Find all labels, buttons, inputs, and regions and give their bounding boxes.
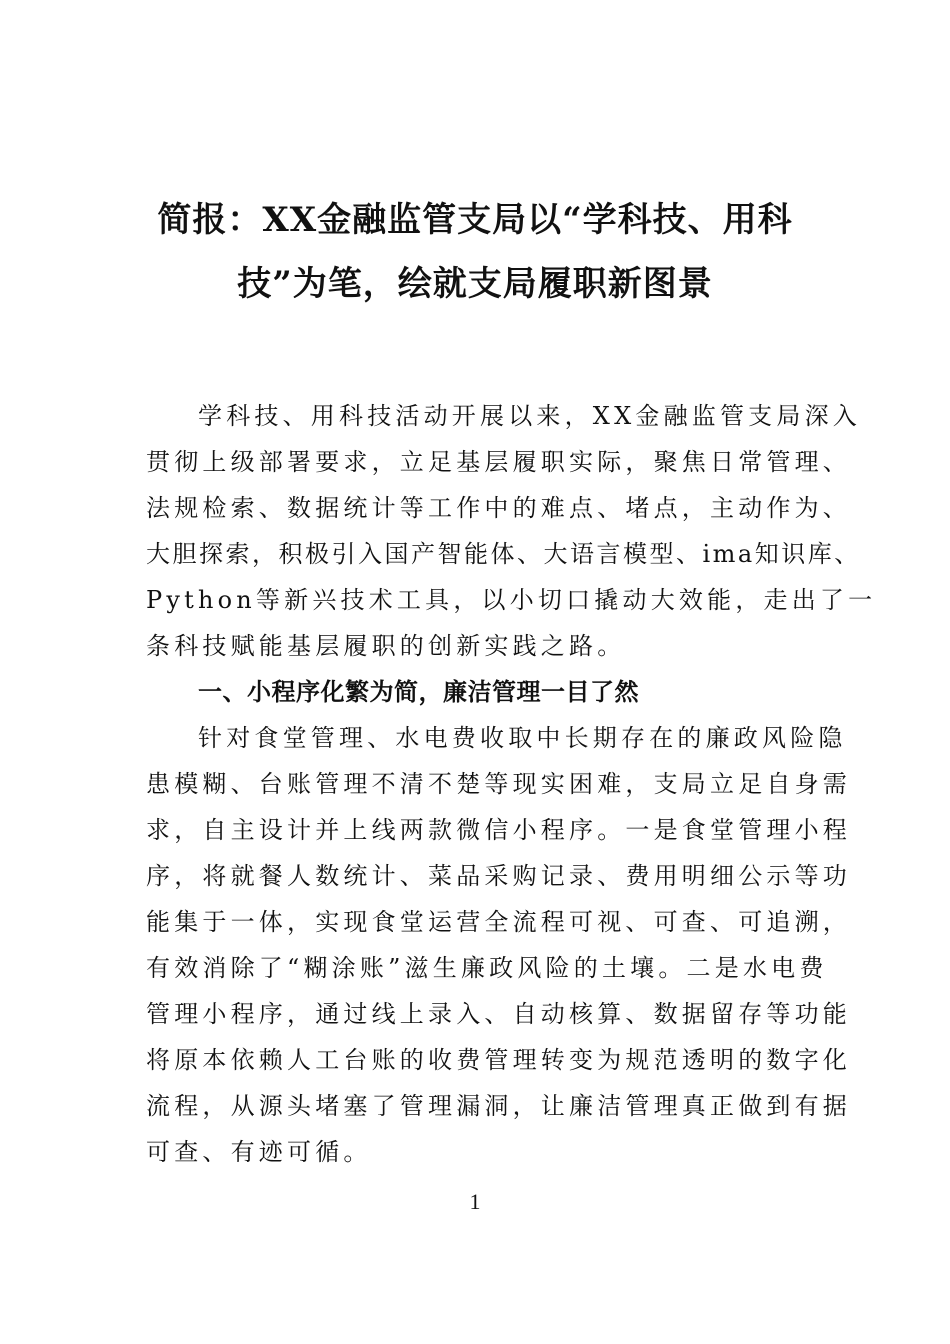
paragraph-line: 有效消除了“糊涂账”滋生廉政风险的土壤。二是水电费 [146,954,828,982]
page-number: 1 [469,1189,481,1214]
paragraph-line: 法规检索、数据统计等工作中的难点、堵点，主动作为、 [146,494,851,522]
paragraph-line: Python等新兴技术工具，以小切口撬动大效能，走出了一 [146,586,877,614]
paragraph-line: 序，将就餐人数统计、菜品采购记录、费用明细公示等功 [146,862,851,890]
title-line-1: 简报：XX金融监管支局以“学科技、用科 [157,200,793,240]
section-paragraph [146,715,851,1175]
document-title [130,188,820,316]
intro-paragraph [146,393,877,669]
paragraph-line: 学科技、用科技活动开展以来，XX金融监管支局深入 [198,402,861,430]
paragraph-line: 大胆探索，积极引入国产智能体、大语言模型、ima知识库、 [146,540,861,568]
title-line-2: 技”为笔，绘就支局履职新图景 [237,264,713,304]
paragraph-line: 针对食堂管理、水电费收取中长期存在的廉政风险隐 [198,724,847,752]
paragraph-line: 将原本依赖人工台账的收费管理转变为规范透明的数字化 [146,1046,851,1074]
paragraph-line: 可查、有迹可循。 [146,1138,372,1166]
paragraph-line: 求，自主设计并上线两款微信小程序。一是食堂管理小程 [146,816,851,844]
paragraph-line: 贯彻上级部署要求，立足基层履职实际，聚焦日常管理、 [146,448,851,476]
document-body [146,393,877,1175]
paragraph-line: 条科技赋能基层履职的创新实践之路。 [146,632,626,660]
paragraph-line: 能集于一体，实现食堂运营全流程可视、可查、可追溯， [146,908,851,936]
section-heading: 一、小程序化繁为简，廉洁管理一目了然 [198,678,639,706]
paragraph-line: 管理小程序，通过线上录入、自动核算、数据留存等功能 [146,1000,851,1028]
paragraph-line: 患模糊、台账管理不清不楚等现实困难，支局立足自身需 [146,770,851,798]
paragraph-line: 流程，从源头堵塞了管理漏洞，让廉洁管理真正做到有据 [146,1092,851,1120]
